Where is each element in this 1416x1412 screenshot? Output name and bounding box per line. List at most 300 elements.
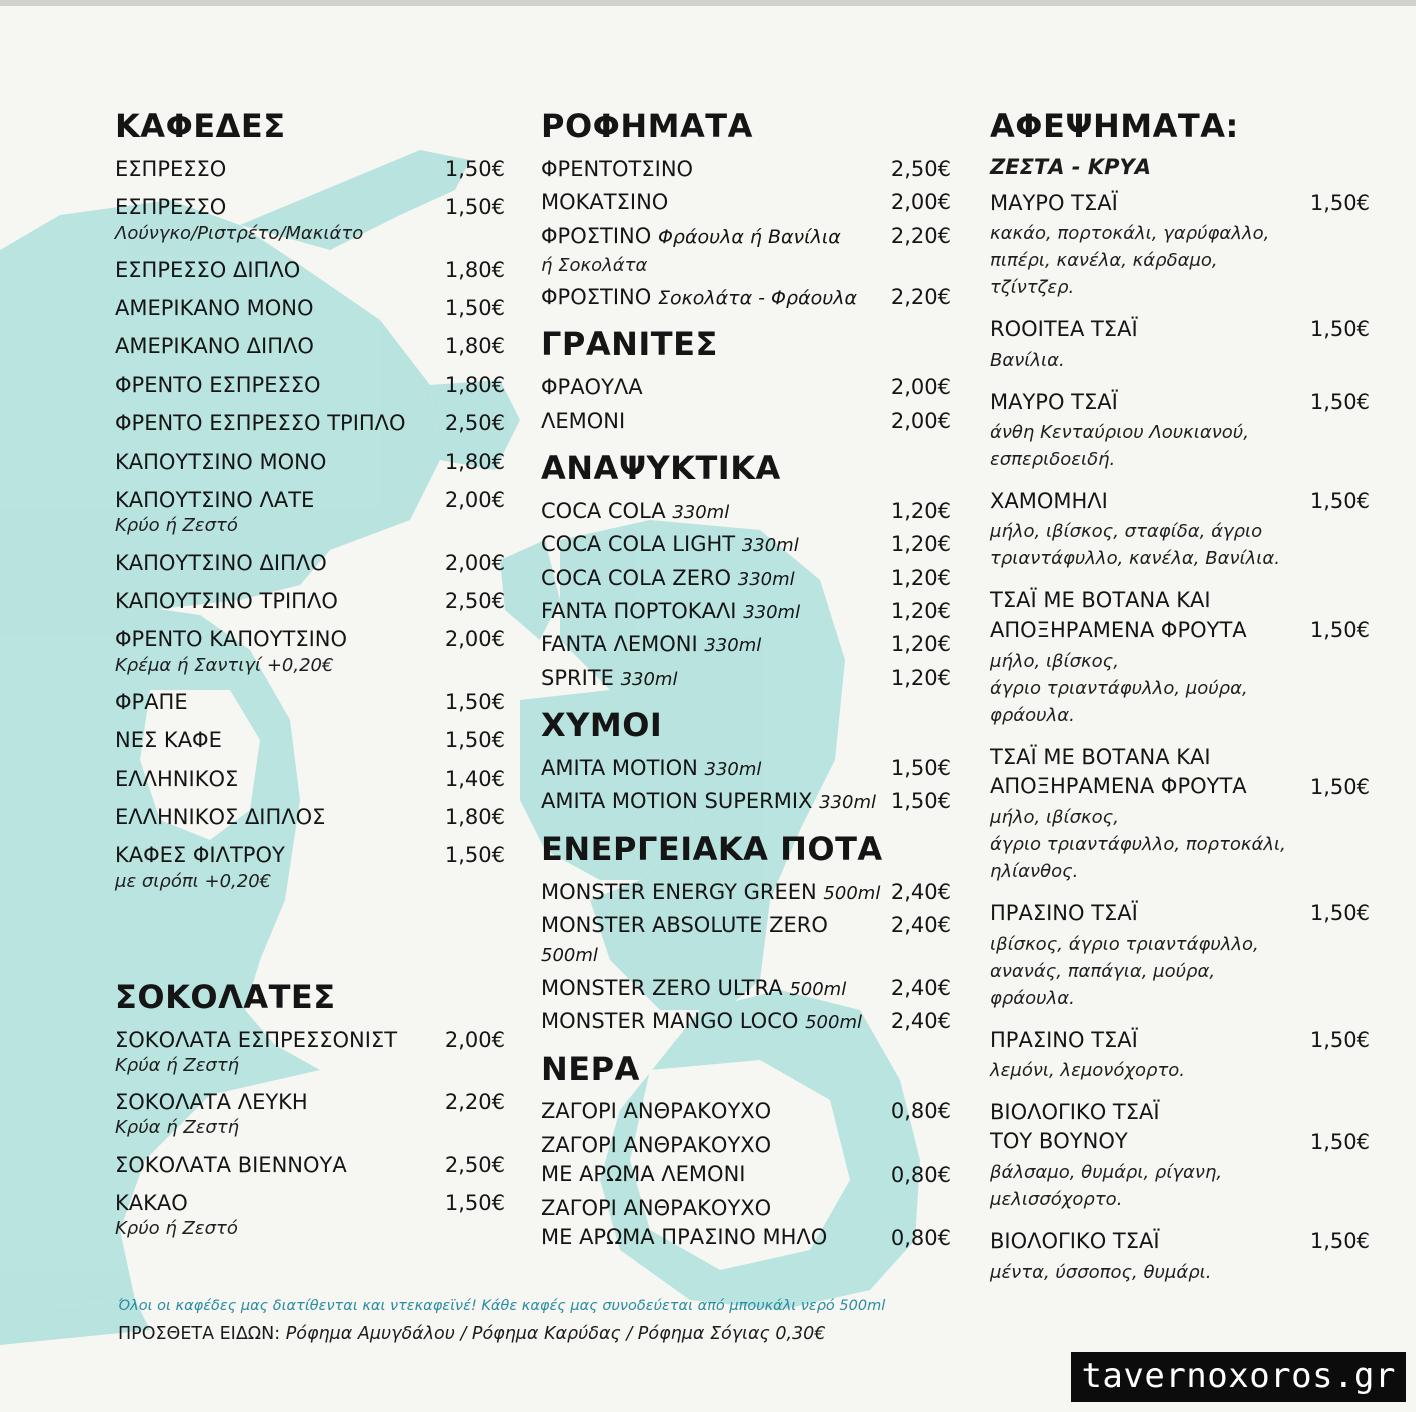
top-edge: [0, 0, 1416, 6]
item-name-line: ΤΟΥ ΒΟΥΝΟΥ: [990, 1129, 1128, 1154]
menu-entry: [990, 1098, 1370, 1213]
menu-item: [115, 155, 505, 184]
item-name-text: ΚΑΚΑΟ: [115, 1190, 188, 1215]
menu-entry: [541, 564, 951, 593]
item-name: [541, 878, 880, 907]
menu-entry: [990, 899, 1370, 1011]
menu-item: [115, 332, 505, 361]
item-price: 1,50€: [890, 755, 951, 780]
item-name-text: FANTA ΠΟΡΤΟΚΑΛΙ: [541, 599, 737, 623]
menu-entry: [115, 726, 505, 755]
item-name-text: ΛΕΜΟΝΙ: [541, 408, 626, 433]
item-price: 2,50€: [444, 411, 505, 436]
menu-item: [115, 193, 505, 222]
menu-entry: [115, 765, 505, 794]
item-price: 1,50€: [444, 689, 505, 714]
item-name: [115, 1189, 188, 1218]
item-name: [990, 1098, 1160, 1157]
item-price: 1,20€: [890, 532, 951, 557]
item-name: [990, 388, 1118, 417]
soft-drinks-section: [541, 450, 951, 693]
item-size: 330ml: [704, 635, 762, 657]
menu-item: [990, 388, 1370, 417]
granites-section: [541, 326, 951, 436]
menu-item: [115, 256, 505, 285]
item-price: 2,50€: [444, 1152, 505, 1177]
item-name: [115, 155, 226, 184]
item-size: 500ml: [541, 945, 598, 967]
item-price: 1,20€: [890, 665, 951, 690]
menu-item: [541, 974, 951, 1003]
energy-heading: ΕΝΕΡΓΕΙΑΚΑ ΠΟΤΑ: [541, 829, 883, 868]
juices-section: [541, 707, 951, 817]
item-price: 2,20€: [444, 1090, 505, 1115]
item-price: 2,20€: [890, 285, 951, 310]
item-price: 1,50€: [444, 843, 505, 868]
item-note: Κρύα ή Ζεστή: [115, 1117, 240, 1139]
item-price: 2,00€: [444, 627, 505, 652]
menu-item: [990, 586, 1370, 645]
item-name-text: ΚΑΠΟΥΤΣΙΝΟ ΤΡΙΠΛΟ: [115, 588, 338, 613]
item-name: [115, 256, 300, 285]
item-name: [115, 625, 347, 654]
item-size: 500ml: [789, 978, 847, 1000]
item-price: 2,00€: [444, 1027, 505, 1052]
item-name-text: ΚΑΦΕΣ ΦΙΛΤΡΟΥ: [115, 843, 285, 868]
item-name-text: ΦΡΕΝΤΟΤΣΙΝΟ: [541, 156, 694, 181]
item-name: [115, 332, 314, 361]
item-price: 0,80€: [890, 1226, 951, 1251]
menu-footer: [118, 1298, 958, 1344]
item-price: 1,50€: [444, 728, 505, 753]
item-name-text: ΜΑΥΡΟ ΤΣΑΪ: [990, 190, 1118, 215]
chocolates-list: [115, 1026, 505, 1243]
menu-item: [115, 371, 505, 400]
menu-entry: [541, 1131, 951, 1190]
item-name: [990, 189, 1118, 218]
item-name-text: MONSTER MANGO LOCO: [541, 1009, 799, 1034]
item-name: [115, 803, 325, 832]
item-price: 1,20€: [890, 565, 951, 590]
menu-item: [541, 911, 951, 970]
item-note: βάλσαμο, θυμάρι, ρίγανη,: [990, 1162, 1223, 1184]
infusions-heading: ΑΦΕΨΗΜΑΤΑ:: [990, 107, 1239, 145]
menu-entry: [541, 283, 951, 312]
item-note: Λούνγκο/Ριστρέτο/Μακιάτο: [115, 222, 364, 244]
item-price: 1,50€: [1309, 1129, 1370, 1154]
item-name-line: ΒΙΟΛΟΓΙΚΟ ΤΣΑΪ: [990, 1099, 1160, 1124]
item-note: πιπέρι, κανέλα, κάρδαμο,: [990, 250, 1218, 272]
item-name-line: ΜΕ ΑΡΩΜΑ ΛΕΜΟΝΙ: [541, 1162, 746, 1187]
menu-item: [990, 1026, 1370, 1055]
item-name-text: ΖΑΓΟΡΙ ΑΝΘΡΑΚΟΥΧΟ: [541, 1099, 772, 1124]
menu-item: [541, 283, 951, 312]
menu-entry: [115, 1088, 505, 1141]
item-name-text: ΣΟΚΟΛΑΤΑ ΕΣΠΡΕΣΣΟΝΙΣΤ: [115, 1027, 398, 1052]
menu-item: [990, 1227, 1370, 1256]
menu-entry: [541, 787, 951, 816]
menu-item: [115, 486, 505, 515]
item-price: 1,50€: [1309, 618, 1370, 643]
menu-entry: [115, 332, 505, 361]
item-price: 2,00€: [890, 190, 951, 215]
menu-entry: [541, 911, 951, 970]
item-name: [115, 726, 222, 755]
menu-entry: [115, 625, 505, 678]
item-note: Κρύο ή Ζεστό: [115, 515, 238, 537]
chocolates-section: [115, 979, 505, 1243]
item-name: [990, 743, 1247, 802]
item-name-text: COCA COLA ZERO: [541, 565, 732, 590]
item-name-text: SPRITE: [541, 665, 614, 690]
menu-item: [541, 1097, 951, 1126]
menu-entry: [115, 256, 505, 285]
menu-item: [990, 315, 1370, 344]
menu-item: [115, 726, 505, 755]
item-name: [115, 587, 338, 616]
infusions-list: [990, 189, 1370, 1286]
item-name: [541, 1097, 771, 1126]
item-note: κακάο, πορτοκάλι, γαρύφαλλο,: [990, 223, 1270, 245]
menu-entry: [115, 294, 505, 323]
item-name: [115, 409, 406, 438]
item-name-line: ΑΠΟΞΗΡΑΜΕΝΑ ΦΡΟΥΤΑ: [990, 617, 1247, 642]
item-name: [541, 497, 729, 526]
item-name: [541, 787, 876, 816]
item-price: 2,40€: [890, 975, 951, 1000]
menu-item: [541, 597, 951, 626]
menu-entry: [541, 222, 951, 279]
menu-entry: [115, 193, 505, 246]
energy-list: [541, 878, 951, 1037]
menu-entry: [541, 188, 951, 217]
menu-entry: [541, 530, 951, 559]
menu-entry: [541, 1097, 951, 1126]
item-size: 330ml: [620, 668, 678, 690]
menu-item: [541, 1194, 951, 1253]
column-right: [990, 108, 1370, 1300]
menu-entry: [990, 189, 1370, 301]
item-name: [541, 1131, 771, 1190]
extras-label: ΠΡΟΣΘΕΤΑ ΕΙΔΩΝ:: [118, 1324, 281, 1344]
item-note: ή Σοκολάτα: [541, 254, 648, 276]
item-name: [541, 222, 841, 251]
item-size: 330ml: [704, 758, 762, 780]
item-name: [115, 294, 314, 323]
item-size: 500ml: [823, 882, 881, 904]
item-name-text: ΑΜΕΡΙΚΑΝΟ ΔΙΠΛΟ: [115, 334, 314, 359]
item-name: [541, 1007, 862, 1036]
menu-item: [115, 841, 505, 870]
menu-item: [541, 787, 951, 816]
item-note: άγριο τριαντάφυλλο, μούρα,: [990, 677, 1248, 699]
menu-entry: [115, 549, 505, 578]
item-price: 2,50€: [444, 588, 505, 613]
item-name: [115, 448, 326, 477]
item-name-text: ΕΛΛΗΝΙΚΟΣ ΔΙΠΛΟΣ: [115, 804, 326, 829]
item-note: μέντα, ύσσοπος, θυμάρι.: [990, 1261, 1212, 1283]
item-size: 330ml: [672, 501, 730, 523]
item-name: [541, 188, 668, 217]
item-name: [115, 1088, 308, 1117]
item-name-text: ΚΑΠΟΥΤΣΙΝΟ ΔΙΠΛΟ: [115, 550, 327, 575]
item-price: 2,00€: [890, 375, 951, 400]
menu-entry: [115, 1151, 505, 1180]
item-name: [990, 1227, 1160, 1256]
menu-entry: [541, 664, 951, 693]
item-name-text: COCA COLA: [541, 498, 666, 523]
menu-item: [115, 688, 505, 717]
menu-item: [541, 155, 951, 184]
item-price: 1,50€: [1309, 1229, 1370, 1254]
item-name: [541, 754, 761, 783]
item-size: 330ml: [819, 792, 877, 814]
menu-entry: [990, 743, 1370, 885]
item-name-text: MONSTER ENERGY GREEN: [541, 879, 817, 904]
item-name: [115, 193, 226, 222]
item-note: Κρύο ή Ζεστό: [115, 1218, 238, 1240]
waters-heading: ΝΕΡΑ: [541, 1049, 640, 1088]
menu-item: [541, 530, 951, 559]
item-name: [990, 899, 1138, 928]
item-note: μήλο, ιβίσκος,: [990, 650, 1119, 672]
item-name: [115, 371, 321, 400]
item-note: Κρύα ή Ζεστή: [115, 1055, 240, 1076]
item-name-text: ΕΣΠΡΕΣΣΟ: [115, 156, 227, 181]
item-note: άγριο τριαντάφυλλο, πορτοκάλι,: [990, 834, 1286, 856]
item-note: μελισσόχορτο.: [990, 1189, 1123, 1211]
item-name-text: ΚΑΠΟΥΤΣΙΝΟ ΜΟΝΟ: [115, 449, 327, 474]
item-price: 2,40€: [890, 912, 951, 937]
item-name-text: AMITA MOTION: [541, 755, 698, 780]
item-name: [541, 974, 846, 1003]
item-price: 1,80€: [444, 372, 505, 397]
menu-entry: [115, 587, 505, 616]
menu-item: [115, 803, 505, 832]
item-name-text: ΦΡΕΝΤΟ ΕΣΠΡΕΣΣΟ ΤΡΙΠΛΟ: [115, 411, 406, 436]
item-price: 2,40€: [890, 879, 951, 904]
menu-entry: [115, 155, 505, 184]
beverages-list: [541, 155, 951, 313]
item-price: 1,50€: [1309, 1027, 1370, 1052]
item-name: [115, 1026, 397, 1055]
menu-item: [541, 1131, 951, 1190]
item-name: [541, 597, 800, 626]
item-price: 1,80€: [444, 334, 505, 359]
item-price: 2,00€: [890, 408, 951, 433]
item-note: ανανάς, παπάγια, μούρα,: [990, 960, 1216, 982]
item-price: 1,40€: [444, 766, 505, 791]
waters-section: [541, 1051, 951, 1254]
item-name-text: ROOITEA ΤΣΑΪ: [990, 317, 1138, 342]
coffees-heading: ΚΑΦΕΔΕΣ: [115, 107, 286, 145]
item-price: 1,80€: [444, 257, 505, 282]
item-name-text: MONSTER ABSOLUTE ZERO: [541, 912, 828, 937]
menu-entry: [990, 487, 1370, 572]
item-price: 1,50€: [444, 195, 505, 220]
infusions-subtitle: ΖΕΣΤΑ - ΚΡΥΑ: [990, 154, 1151, 179]
item-note: εσπεριδοειδή.: [990, 448, 1116, 470]
juices-heading: ΧΥΜΟΙ: [541, 706, 663, 745]
item-variant: Φράουλα ή Βανίλια: [657, 225, 841, 248]
item-name-line: ΤΣΑΪ ΜΕ ΒΟΤΑΝΑ ΚΑΙ: [990, 588, 1211, 613]
item-note: άνθη Κενταύριου Λουκιανού,: [990, 421, 1249, 443]
menu-item: [541, 407, 951, 436]
item-name: [541, 564, 795, 593]
menu-item: [115, 1026, 505, 1055]
menu-item: [115, 1189, 505, 1218]
item-name: [115, 688, 188, 717]
menu-entry: [115, 486, 505, 539]
item-note: λεμόνι, λεμονόχορτο.: [990, 1059, 1186, 1081]
item-name: [541, 664, 677, 693]
item-price: 2,50€: [890, 156, 951, 181]
menu-entry: [990, 586, 1370, 728]
menu-entry: [541, 597, 951, 626]
item-price: 1,20€: [890, 498, 951, 523]
item-size: 330ml: [743, 602, 801, 623]
menu-item: [541, 222, 951, 251]
item-name: [541, 530, 799, 559]
item-name-text: ΒΙΟΛΟΓΙΚΟ ΤΣΑΪ: [990, 1229, 1160, 1254]
menu-item: [990, 899, 1370, 928]
menu-item: [541, 664, 951, 693]
menu-entry: [541, 1007, 951, 1036]
item-price: 1,50€: [444, 1190, 505, 1215]
item-name: [990, 1026, 1138, 1055]
menu-item: [115, 409, 505, 438]
coffees-list: [115, 155, 505, 895]
chocolates-heading: ΣΟΚΟΛΑΤΕΣ: [115, 977, 336, 1016]
item-name: [990, 586, 1247, 645]
menu-item: [990, 487, 1370, 516]
item-name: [541, 407, 625, 436]
item-name-text: ΦΡΟΣΤΙΝΟ: [541, 223, 652, 248]
item-name-text: ΦΡΟΣΤΙΝΟ: [541, 285, 652, 310]
menu-entry: [115, 448, 505, 477]
menu-item: [541, 754, 951, 783]
menu-item: [115, 1151, 505, 1180]
item-price: 2,00€: [444, 550, 505, 575]
menu-item: [541, 1007, 951, 1036]
item-name-text: ΑΜΕΡΙΚΑΝΟ ΜΟΝΟ: [115, 296, 314, 321]
item-price: 1,50€: [1309, 774, 1370, 799]
menu-entry: [541, 878, 951, 907]
item-name-text: COCA COLA LIGHT: [541, 532, 736, 557]
item-name-text: ΚΑΠΟΥΤΣΙΝΟ ΛΑΤΕ: [115, 488, 315, 513]
item-name-line: ΤΣΑΪ ΜΕ ΒΟΤΑΝΑ ΚΑΙ: [990, 744, 1211, 769]
coffees-section: [115, 108, 505, 895]
menu-entry: [541, 155, 951, 184]
item-note: μήλο, ιβίσκος, σταφίδα, άγριο: [990, 521, 1263, 543]
menu-entry: [990, 315, 1370, 373]
site-watermark: tavernoxoros.gr: [1071, 1352, 1406, 1402]
item-name-text: ΦΡΕΝΤΟ ΕΣΠΡΕΣΣΟ: [115, 372, 321, 397]
item-name-text: MONSTER ZERO ULTRA: [541, 975, 783, 1000]
menu-item: [115, 549, 505, 578]
granites-heading: ΓΡΑΝΙΤΕΣ: [541, 325, 718, 364]
item-name: [541, 283, 857, 312]
menu-item: [115, 587, 505, 616]
beverages-section: [541, 108, 951, 312]
item-name-text: ΣΟΚΟΛΑΤΑ ΛΕΥΚΗ: [115, 1090, 308, 1115]
item-note: ιβίσκος, άγριο τριαντάφυλλο,: [990, 933, 1259, 955]
item-note: μήλο, ιβίσκος,: [990, 807, 1119, 829]
item-name-text: ΦΡΕΝΤΟ ΚΑΠΟΥΤΣΙΝΟ: [115, 627, 348, 652]
item-name: [115, 549, 327, 578]
item-price: 1,50€: [1309, 901, 1370, 926]
menu-entry: [541, 407, 951, 436]
menu-entry: [115, 688, 505, 717]
item-price: 0,80€: [890, 1162, 951, 1187]
item-price: 1,20€: [890, 632, 951, 657]
menu-entry: [990, 388, 1370, 473]
menu-entry: [115, 409, 505, 438]
item-note: Βανίλια.: [990, 349, 1065, 371]
item-name: [541, 630, 761, 659]
item-price: 1,50€: [444, 156, 505, 181]
item-name-line: ΖΑΓΟΡΙ ΑΝΘΡΑΚΟΥΧΟ: [541, 1132, 772, 1157]
item-name-text: AMITA MOTION SUPERMIX: [541, 789, 813, 814]
item-price: 1,80€: [444, 804, 505, 829]
item-note: τζίντζερ.: [990, 277, 1075, 299]
item-price: 1,50€: [1309, 389, 1370, 414]
item-name: [115, 486, 314, 515]
extras-line: [118, 1324, 958, 1344]
menu-item: [115, 448, 505, 477]
item-name-text: ΧΑΜΟΜΗΛΙ: [990, 488, 1108, 513]
column-middle: [541, 108, 951, 1259]
granites-list: [541, 373, 951, 436]
menu-entry: [115, 1026, 505, 1079]
item-note: Κρέμα ή Σαντιγί +0,20€: [115, 654, 334, 676]
energy-section: [541, 831, 951, 1037]
item-size: 330ml: [741, 535, 799, 557]
item-note: φράουλα.: [990, 704, 1075, 726]
item-name: [115, 765, 238, 794]
item-name-text: ΠΡΑΣΙΝΟ ΤΣΑΪ: [990, 901, 1138, 926]
menu-entry: [990, 1227, 1370, 1285]
decaf-note: Όλοι οι καφέδες μας διατίθενται και ντεκαφεϊνέ! Κάθε καφές μας συνοδεύεται από μπουκάλι νερό 500ml: [118, 1298, 886, 1314]
waters-list: [541, 1097, 951, 1253]
menu-entry: [115, 803, 505, 832]
menu-entry: [541, 630, 951, 659]
menu-item: [115, 1088, 505, 1117]
item-name: [541, 373, 643, 402]
item-variant: Σοκολάτα - Φράουλα: [657, 287, 857, 310]
menu-item: [115, 765, 505, 794]
menu-entry: [115, 371, 505, 400]
item-price: 1,80€: [444, 449, 505, 474]
menu-entry: [541, 497, 951, 526]
item-size: 330ml: [737, 568, 795, 590]
menu-entry: [541, 1194, 951, 1253]
item-name-text: ΦΡΑΠΕ: [115, 689, 188, 714]
item-price: 1,20€: [890, 599, 951, 623]
menu-item: [990, 189, 1370, 218]
item-note: φράουλα.: [990, 987, 1075, 1009]
item-name-text: FANTA ΛΕΜΟΝΙ: [541, 632, 698, 657]
item-name-text: ΕΛΛΗΝΙΚΟΣ: [115, 766, 239, 791]
item-name: [115, 841, 285, 870]
menu-item: [541, 878, 951, 907]
item-name: [541, 1194, 827, 1253]
column-left: [115, 108, 505, 1251]
soft-drinks-heading: ΑΝΑΨΥΚΤΙΚΑ: [541, 449, 781, 488]
item-name: [990, 315, 1138, 344]
item-name-text: ΜΑΥΡΟ ΤΣΑΪ: [990, 389, 1118, 414]
item-price: 0,80€: [890, 1099, 951, 1124]
